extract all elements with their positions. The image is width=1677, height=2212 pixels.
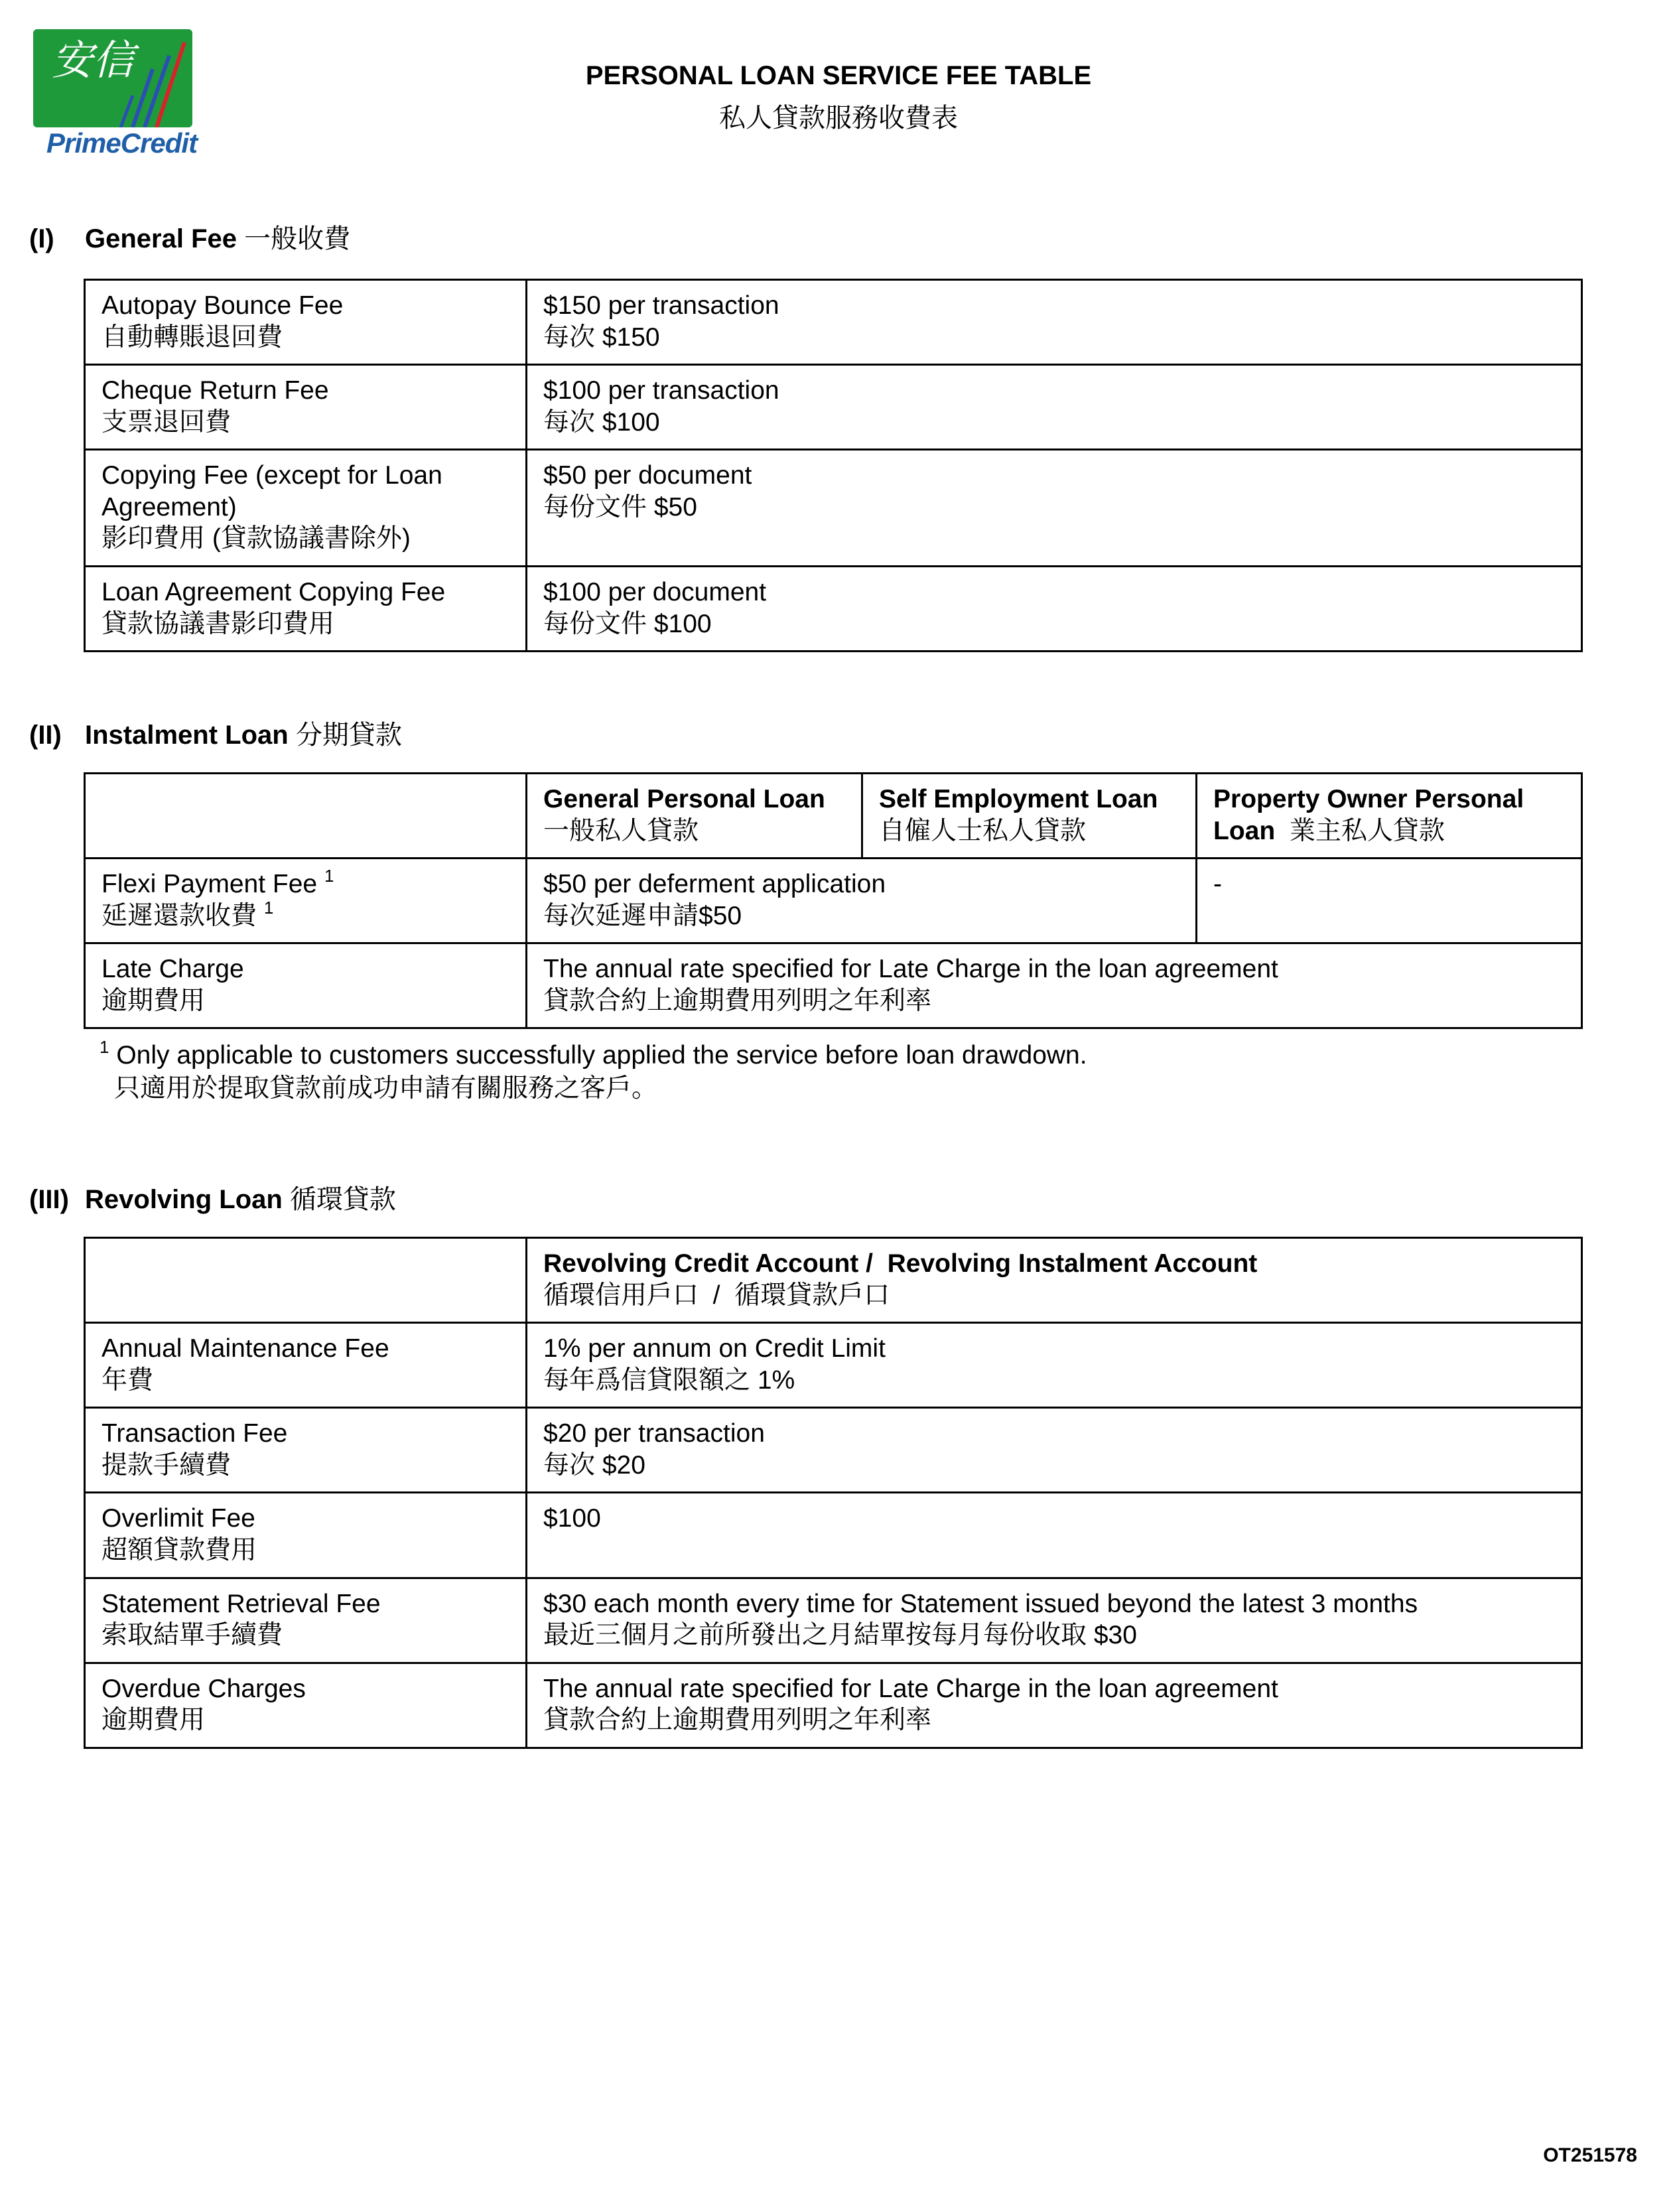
footnote-marker: 1 xyxy=(100,1037,109,1057)
column-header-en: Self Employment Loan xyxy=(879,785,1158,813)
logo-english-text: PrimeCredit xyxy=(46,127,198,159)
column-header-en: Revolving Credit Account / Revolving Instalment Account xyxy=(543,1249,1258,1278)
footnote-text-cn: 只適用於提取貸款前成功申請有關服務之客戶。 xyxy=(114,1073,658,1103)
fee-value-cn: 每次延遲申請$50 xyxy=(543,901,742,930)
table-row xyxy=(85,1493,1582,1578)
revolving-loan-table xyxy=(84,1237,1583,1749)
section-title-cn: 分期貸款 xyxy=(295,721,402,750)
table-row xyxy=(85,943,1582,1028)
section-general-fee-heading xyxy=(29,218,350,255)
fee-name-en: Statement Retrieval Fee xyxy=(101,1589,381,1618)
fee-value-en: $100 xyxy=(543,1504,601,1533)
section-title: Revolving Loan xyxy=(85,1185,283,1214)
fee-name-cell xyxy=(85,1408,527,1493)
section-instalment-loan-heading xyxy=(29,714,402,752)
fee-name-en: Copying Fee (except for Loan xyxy=(101,461,442,490)
fee-name-en: Flexi Payment Fee xyxy=(101,870,318,899)
column-header-cn: 循環信用戶口 / 循環貸款戶口 xyxy=(543,1280,890,1310)
fee-name-cell xyxy=(85,567,527,652)
footnote-marker: 1 xyxy=(324,866,334,886)
fee-value-cell xyxy=(527,280,1582,365)
column-header-en: General Personal Loan xyxy=(543,785,825,813)
table-header-row xyxy=(85,1238,1582,1323)
fee-value-cn: 每次 $100 xyxy=(543,407,660,437)
fee-value-en: $150 per transaction xyxy=(543,291,779,320)
instalment-loan-table xyxy=(84,772,1583,1029)
document-title: PERSONAL LOAN SERVICE FEE TABLE xyxy=(585,61,1092,90)
fee-name-en: Transaction Fee xyxy=(101,1419,288,1448)
fee-name-cell xyxy=(85,1493,527,1578)
table-row xyxy=(85,1578,1582,1663)
fee-value-cell xyxy=(527,450,1582,567)
not-applicable-dash: - xyxy=(1213,870,1222,899)
fee-value-en: 1% per annum on Credit Limit xyxy=(543,1334,886,1363)
empty-header-cell xyxy=(85,1238,527,1323)
fee-name-cn: 自動轉賬退回費 xyxy=(101,322,283,352)
fee-name-en: Autopay Bounce Fee xyxy=(101,291,344,320)
fee-value-en: $30 each month every time for Statement issued beyond the latest 3 months xyxy=(543,1589,1418,1618)
fee-name-cn: 逾期費用 xyxy=(101,986,206,1015)
footnote xyxy=(100,1039,1087,1105)
fee-value-en: $50 per document xyxy=(543,461,752,490)
fee-value-cell xyxy=(527,1578,1582,1663)
fee-name-cn: 貸款協議書影印費用 xyxy=(101,609,335,638)
fee-value-cn: 每次 $150 xyxy=(543,322,660,352)
fee-value-en: $20 per transaction xyxy=(543,1419,765,1448)
table-row xyxy=(85,1408,1582,1493)
table-row xyxy=(85,365,1582,450)
column-header-property-owner-loan xyxy=(1197,774,1582,859)
fee-name-cell xyxy=(85,859,527,943)
fee-name-cell xyxy=(85,1578,527,1663)
section-title-cn: 一般收費 xyxy=(244,224,351,253)
section-number: (III) xyxy=(29,1185,69,1214)
fee-value-cn: 每份文件 $100 xyxy=(543,609,712,638)
fee-name-en: Annual Maintenance Fee xyxy=(101,1334,389,1363)
fee-value-cn: 貸款合約上逾期費用列明之年利率 xyxy=(543,1706,932,1735)
table-row xyxy=(85,1663,1582,1748)
fee-value-cell xyxy=(1197,859,1582,943)
fee-value-cn xyxy=(543,1535,1565,1566)
section-title: Instalment Loan xyxy=(85,721,289,750)
fee-name-cell xyxy=(85,450,527,567)
fee-name-cn: 超額貸款費用 xyxy=(101,1536,257,1565)
fee-name-cell xyxy=(85,1663,527,1748)
fee-name-cell xyxy=(85,280,527,365)
fee-name-cn: 提款手續費 xyxy=(101,1450,232,1480)
section-revolving-loan-heading xyxy=(29,1178,396,1216)
section-title-cn: 循環貸款 xyxy=(289,1185,396,1214)
fee-value-cell xyxy=(527,567,1582,652)
table-row xyxy=(85,859,1582,943)
section-number: (I) xyxy=(29,224,54,253)
section-title: General Fee xyxy=(85,224,237,253)
fee-value-cn: 每份文件 $50 xyxy=(543,492,697,521)
table-row xyxy=(85,1323,1582,1408)
fee-name-cn: 影印費用 (貸款協議書除外) xyxy=(101,524,411,553)
document-subtitle: 私人貸款服務收費表 xyxy=(719,104,958,133)
column-header-cn: 一般私人貸款 xyxy=(543,816,699,845)
table-row xyxy=(85,280,1582,365)
fee-name-cn: 索取結單手續費 xyxy=(101,1621,283,1650)
column-header-en-line2: Loan xyxy=(1213,816,1276,845)
fee-value-cell xyxy=(527,365,1582,450)
column-header-revolving-account xyxy=(527,1238,1582,1323)
fee-name-cn: 延遲還款收費 xyxy=(101,901,257,930)
fee-name-cell xyxy=(85,365,527,450)
table-row xyxy=(85,450,1582,567)
fee-value-cn: 每年爲信貸限額之 1% xyxy=(543,1365,795,1395)
column-header-cn: 業主私人貸款 xyxy=(1289,816,1445,845)
primecredit-logo xyxy=(33,29,198,159)
table-row xyxy=(85,567,1582,652)
column-header-en: Property Owner Personal xyxy=(1213,785,1524,813)
logo-chinese-text: 安信 xyxy=(52,36,135,84)
fee-name-en: Overdue Charges xyxy=(101,1674,306,1703)
column-header-cn: 自僱人士私人貸款 xyxy=(879,816,1087,845)
fee-name-cell xyxy=(85,1323,527,1408)
column-header-general-personal-loan xyxy=(527,774,862,859)
fee-name-cn: 逾期費用 xyxy=(101,1706,206,1735)
table-header-row xyxy=(85,774,1582,859)
empty-header-cell xyxy=(85,774,527,859)
footnote-marker: 1 xyxy=(263,897,274,918)
fee-name-en-line2: Agreement) xyxy=(101,492,237,521)
fee-value-cn: 貸款合約上逾期費用列明之年利率 xyxy=(543,986,932,1015)
fee-value-cell xyxy=(527,1663,1582,1748)
fee-name-cn: 年費 xyxy=(101,1365,154,1395)
fee-value-cell xyxy=(527,1408,1582,1493)
fee-value-cn: 最近三個月之前所發出之月結單按每月每份收取 $30 xyxy=(543,1621,1137,1650)
fee-value-en: $50 per deferment application xyxy=(543,870,886,899)
fee-name-cell xyxy=(85,943,527,1028)
fee-value-cn: 每次 $20 xyxy=(543,1450,645,1480)
fee-name-en: Loan Agreement Copying Fee xyxy=(101,578,446,607)
fee-name-en: Overlimit Fee xyxy=(101,1504,255,1533)
column-header-self-employment-loan xyxy=(862,774,1197,859)
fee-value-cell xyxy=(527,859,1197,943)
fee-value-en: The annual rate specified for Late Charge in the loan agreement xyxy=(543,1674,1278,1703)
footnote-text-en: Only applicable to customers successfully applied the service before loan drawdown. xyxy=(116,1041,1087,1070)
fee-value-en: The annual rate specified for Late Charge in the loan agreement xyxy=(543,955,1278,984)
section-number: (II) xyxy=(29,721,62,750)
fee-value-en: $100 per transaction xyxy=(543,376,779,405)
fee-value-cell xyxy=(527,1493,1582,1578)
fee-name-en: Cheque Return Fee xyxy=(101,376,329,405)
fee-name-cn: 支票退回費 xyxy=(101,407,232,437)
fee-value-cell xyxy=(527,943,1582,1028)
fee-name-en: Late Charge xyxy=(101,955,244,984)
fee-value-cell xyxy=(527,1323,1582,1408)
document-code: OT251578 xyxy=(1543,2144,1637,2166)
fee-value-en: $100 per document xyxy=(543,578,767,607)
general-fee-table xyxy=(84,279,1583,652)
